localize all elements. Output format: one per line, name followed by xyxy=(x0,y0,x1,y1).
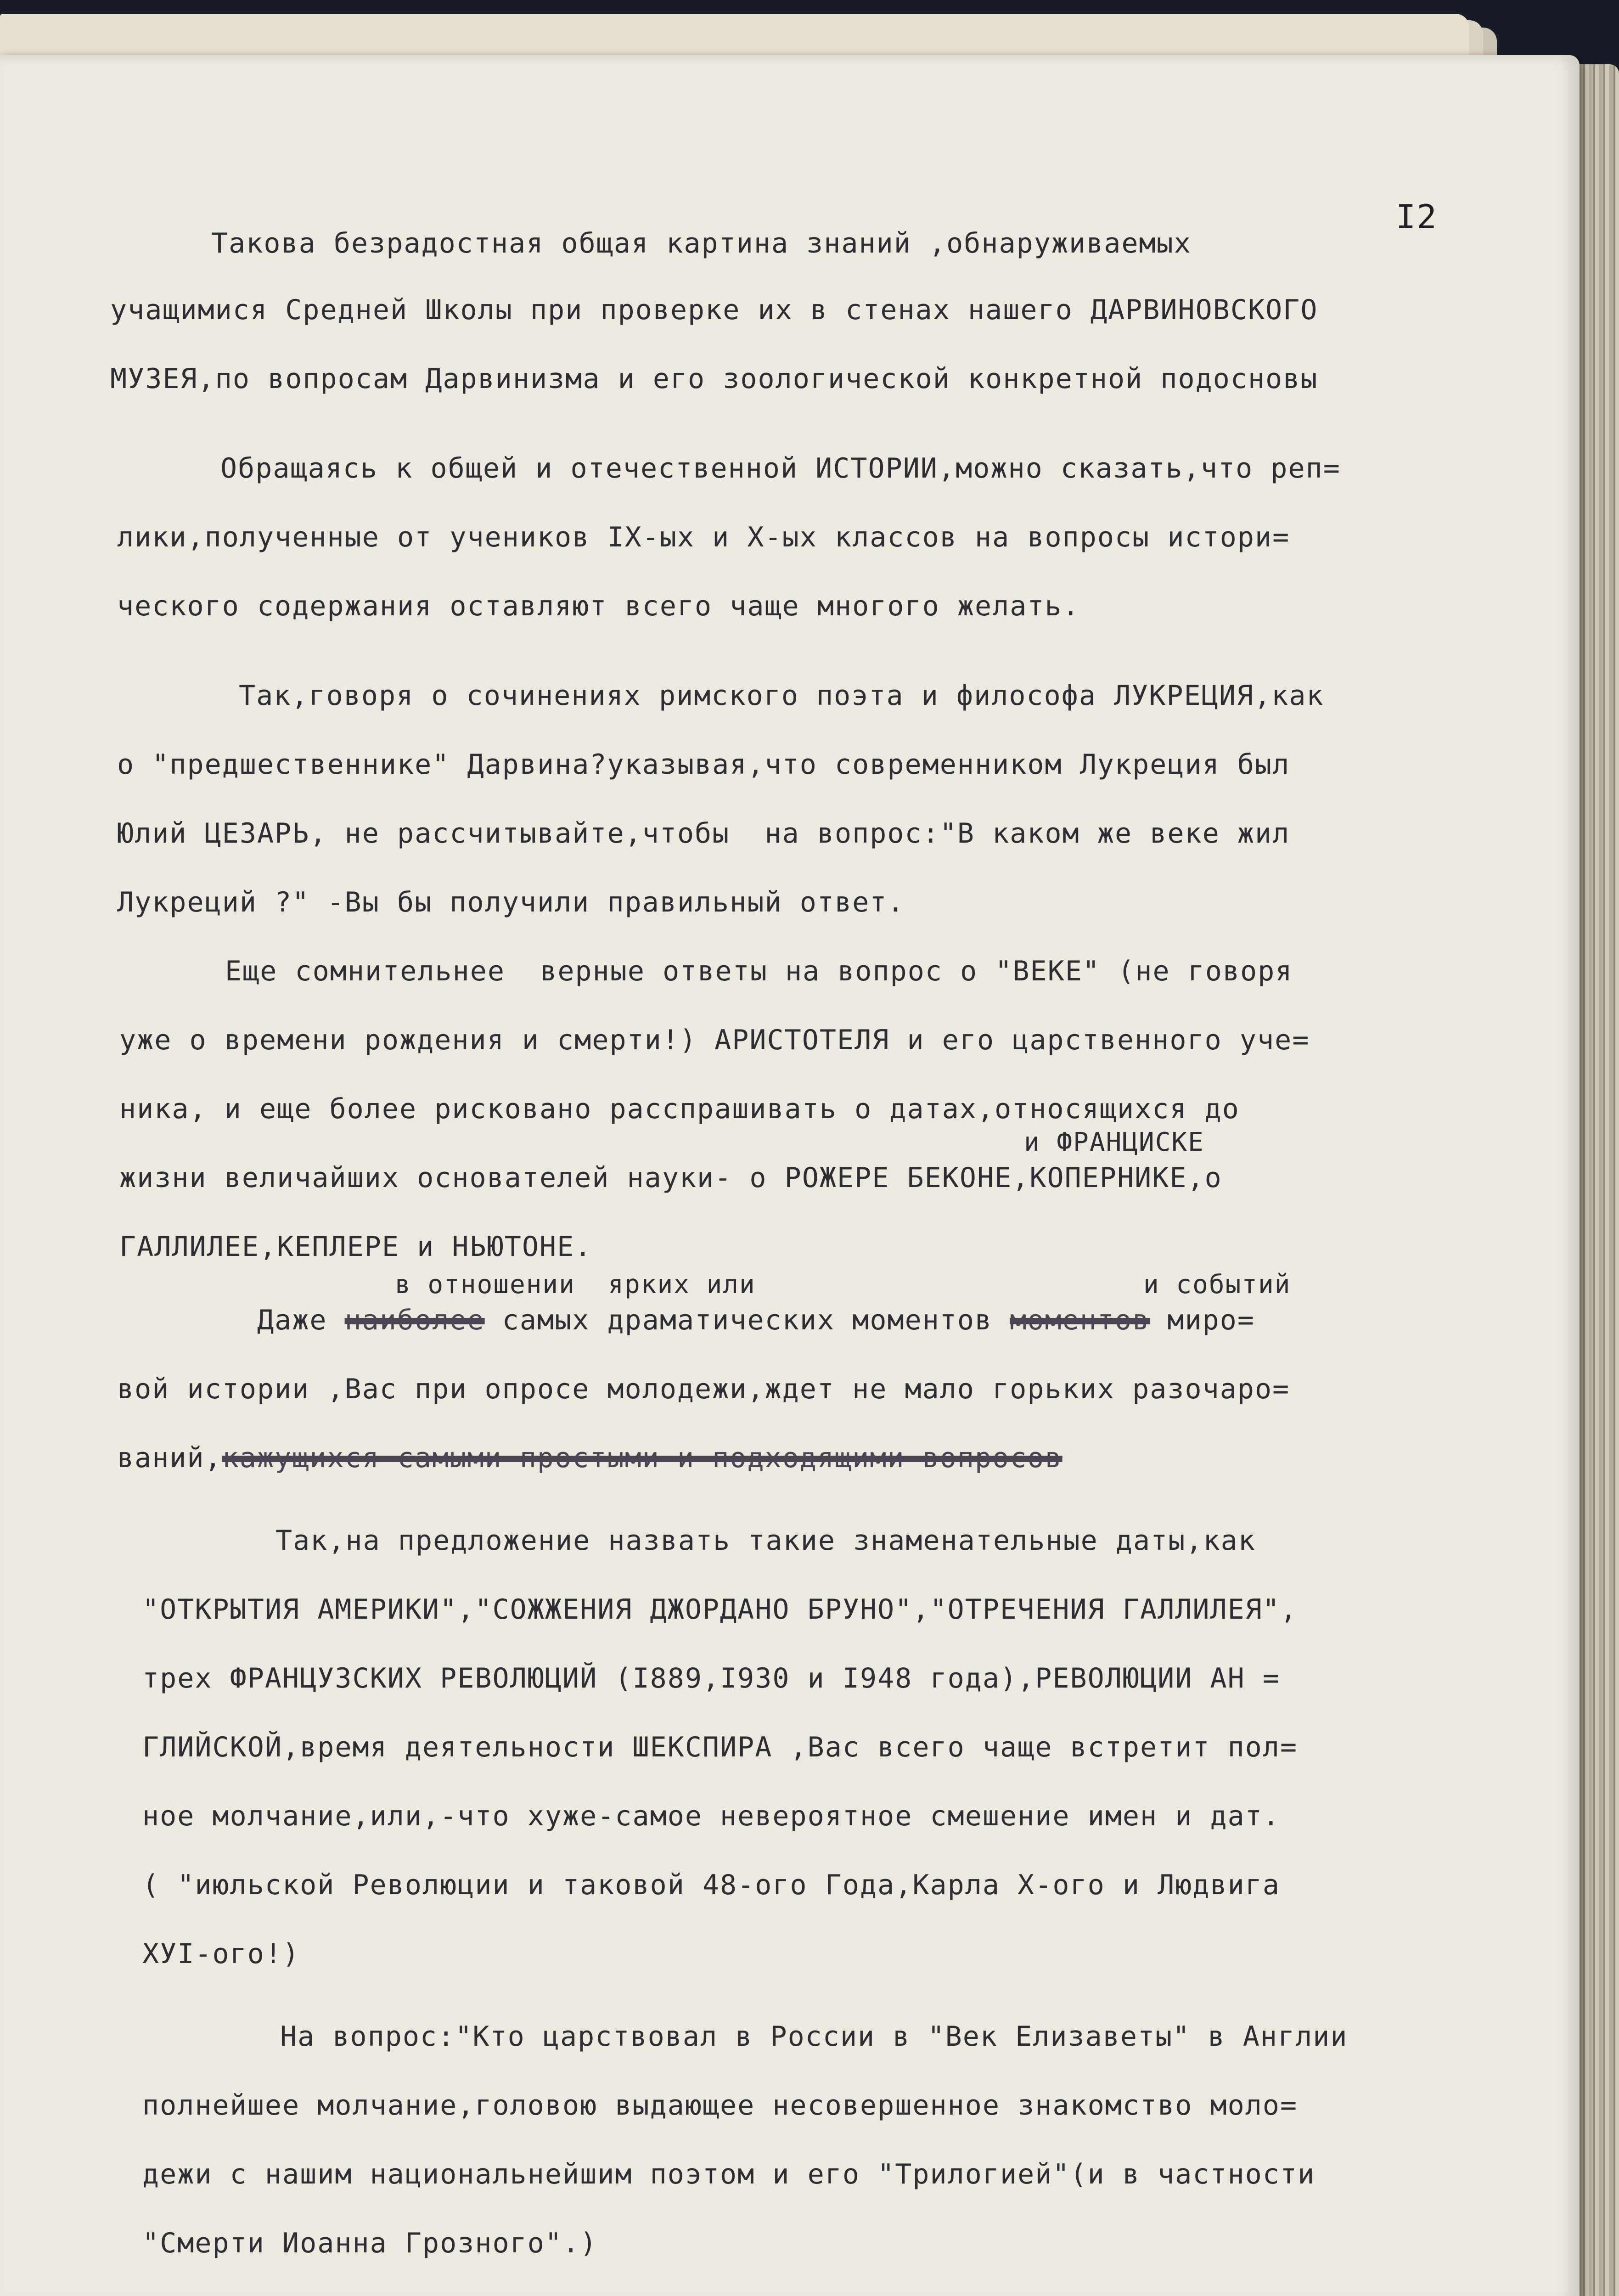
text-fragment: миро= xyxy=(1167,1304,1255,1336)
text-line: ГЛИЙСКОЙ,время деятельности ШЕКСПИРА ,Вас всего чаще встретит пол= xyxy=(142,1731,1298,1763)
typed-insertion: и событий xyxy=(1143,1270,1291,1300)
text-line: трех ФРАНЦУЗСКИХ РЕВОЛЮЦИЙ (I889,I930 и I948 года),РЕВОЛЮЦИИ АН = xyxy=(142,1662,1280,1694)
text-line: учащимися Средней Школы при проверке их в стенах нашего ДАРВИНОВСКОГО xyxy=(110,294,1318,326)
text-line: "Смерти Иоанна Грозного".) xyxy=(142,2227,598,2259)
text-line: ческого содержания оставляют всего чаще многого желать. xyxy=(117,590,1080,622)
text-line: Такова безрадостная общая картина знаний ,обнаруживаемых xyxy=(211,227,1192,259)
struck-phrase: кажущихся самыми простыми и подходящими вопросов xyxy=(222,1442,1062,1474)
text-fragment: Даже xyxy=(257,1304,327,1336)
text-line: Так,говоря о сочинениях римского поэта и философа ЛУКРЕЦИЯ,как xyxy=(239,680,1324,712)
struck-word: моментов xyxy=(1010,1304,1150,1336)
text-line: ( "июльской Революции и таковой 48-ого Года,Карла X-ого и Людвига xyxy=(142,1869,1280,1901)
page-number: I2 xyxy=(1396,197,1438,236)
text-line xyxy=(117,1442,1062,1474)
text-fragment: ваний, xyxy=(117,1442,222,1474)
text-line: жизни величайших основателей науки- о РОЖЕРЕ БЕКОНЕ,КОПЕРНИКЕ,о xyxy=(119,1162,1222,1194)
text-line xyxy=(257,1304,1255,1336)
struck-word: наиболее xyxy=(344,1304,485,1336)
text-line: ное молчание,или,-что хуже-самое невероятное смешение имен и дат. xyxy=(142,1800,1280,1832)
text-line: ника, и еще более рисковано расспрашивать о датах,относящихся до xyxy=(119,1093,1240,1125)
text-line: МУЗЕЯ,по вопросам Дарвинизма и его зоологической конкретной подосновы xyxy=(110,363,1318,395)
text-line: Так,на предложение назвать такие знаменательные даты,как xyxy=(275,1525,1256,1557)
text-line: Юлий ЦЕЗАРЬ, не рассчитывайте,чтобы на вопрос:"В каком же веке жил xyxy=(117,817,1290,850)
text-line: лики,полученные от учеников IX-ых и X-ых классов на вопросы истори= xyxy=(117,521,1290,553)
text-line: Лукреций ?" -Вы бы получили правильный ответ. xyxy=(117,886,905,918)
text-line: XУI-ого!) xyxy=(142,1938,300,1970)
typed-insertion: и ФРАНЦИСКЕ xyxy=(1024,1127,1204,1157)
text-line: ГАЛЛИЛЕЕ,КЕПЛЕРЕ и НЬЮТОНЕ. xyxy=(119,1231,592,1263)
text-line: На вопрос:"Кто царствовал в России в "Век Елизаветы" в Англии xyxy=(280,2020,1348,2053)
text-line: Еще сомнительнее верные ответы на вопрос о "ВЕКЕ" (не говоря xyxy=(225,955,1293,987)
text-line: вой истории ,Вас при опросе молодежи,ждет не мало горьких разочаро= xyxy=(117,1373,1290,1405)
typed-insertion: в отношении ярких или xyxy=(395,1270,756,1300)
text-line: уже о времени рождения и смерти!) АРИСТОТЕЛЯ и его царственного уче= xyxy=(119,1024,1310,1056)
text-line: полнейшее молчание,головою выдающее несовершенное знакомство моло= xyxy=(142,2089,1298,2122)
text-line: "ОТКРЫТИЯ АМЕРИКИ","СОЖЖЕНИЯ ДЖОРДАНО БРУНО","ОТРЕЧЕНИЯ ГАЛЛИЛЕЯ", xyxy=(142,1593,1298,1626)
text-line: о "предшественнике" Дарвина?указывая,что современником Лукреция был xyxy=(117,748,1290,781)
text-fragment: самых драматических моментов xyxy=(502,1304,993,1336)
text-line: дежи с нашим национальнейшим поэтом и его "Трилогией"(и в частности xyxy=(142,2158,1315,2190)
text-line: Обращаясь к общей и отечественной ИСТОРИИ,можно сказать,что реп= xyxy=(220,452,1341,484)
